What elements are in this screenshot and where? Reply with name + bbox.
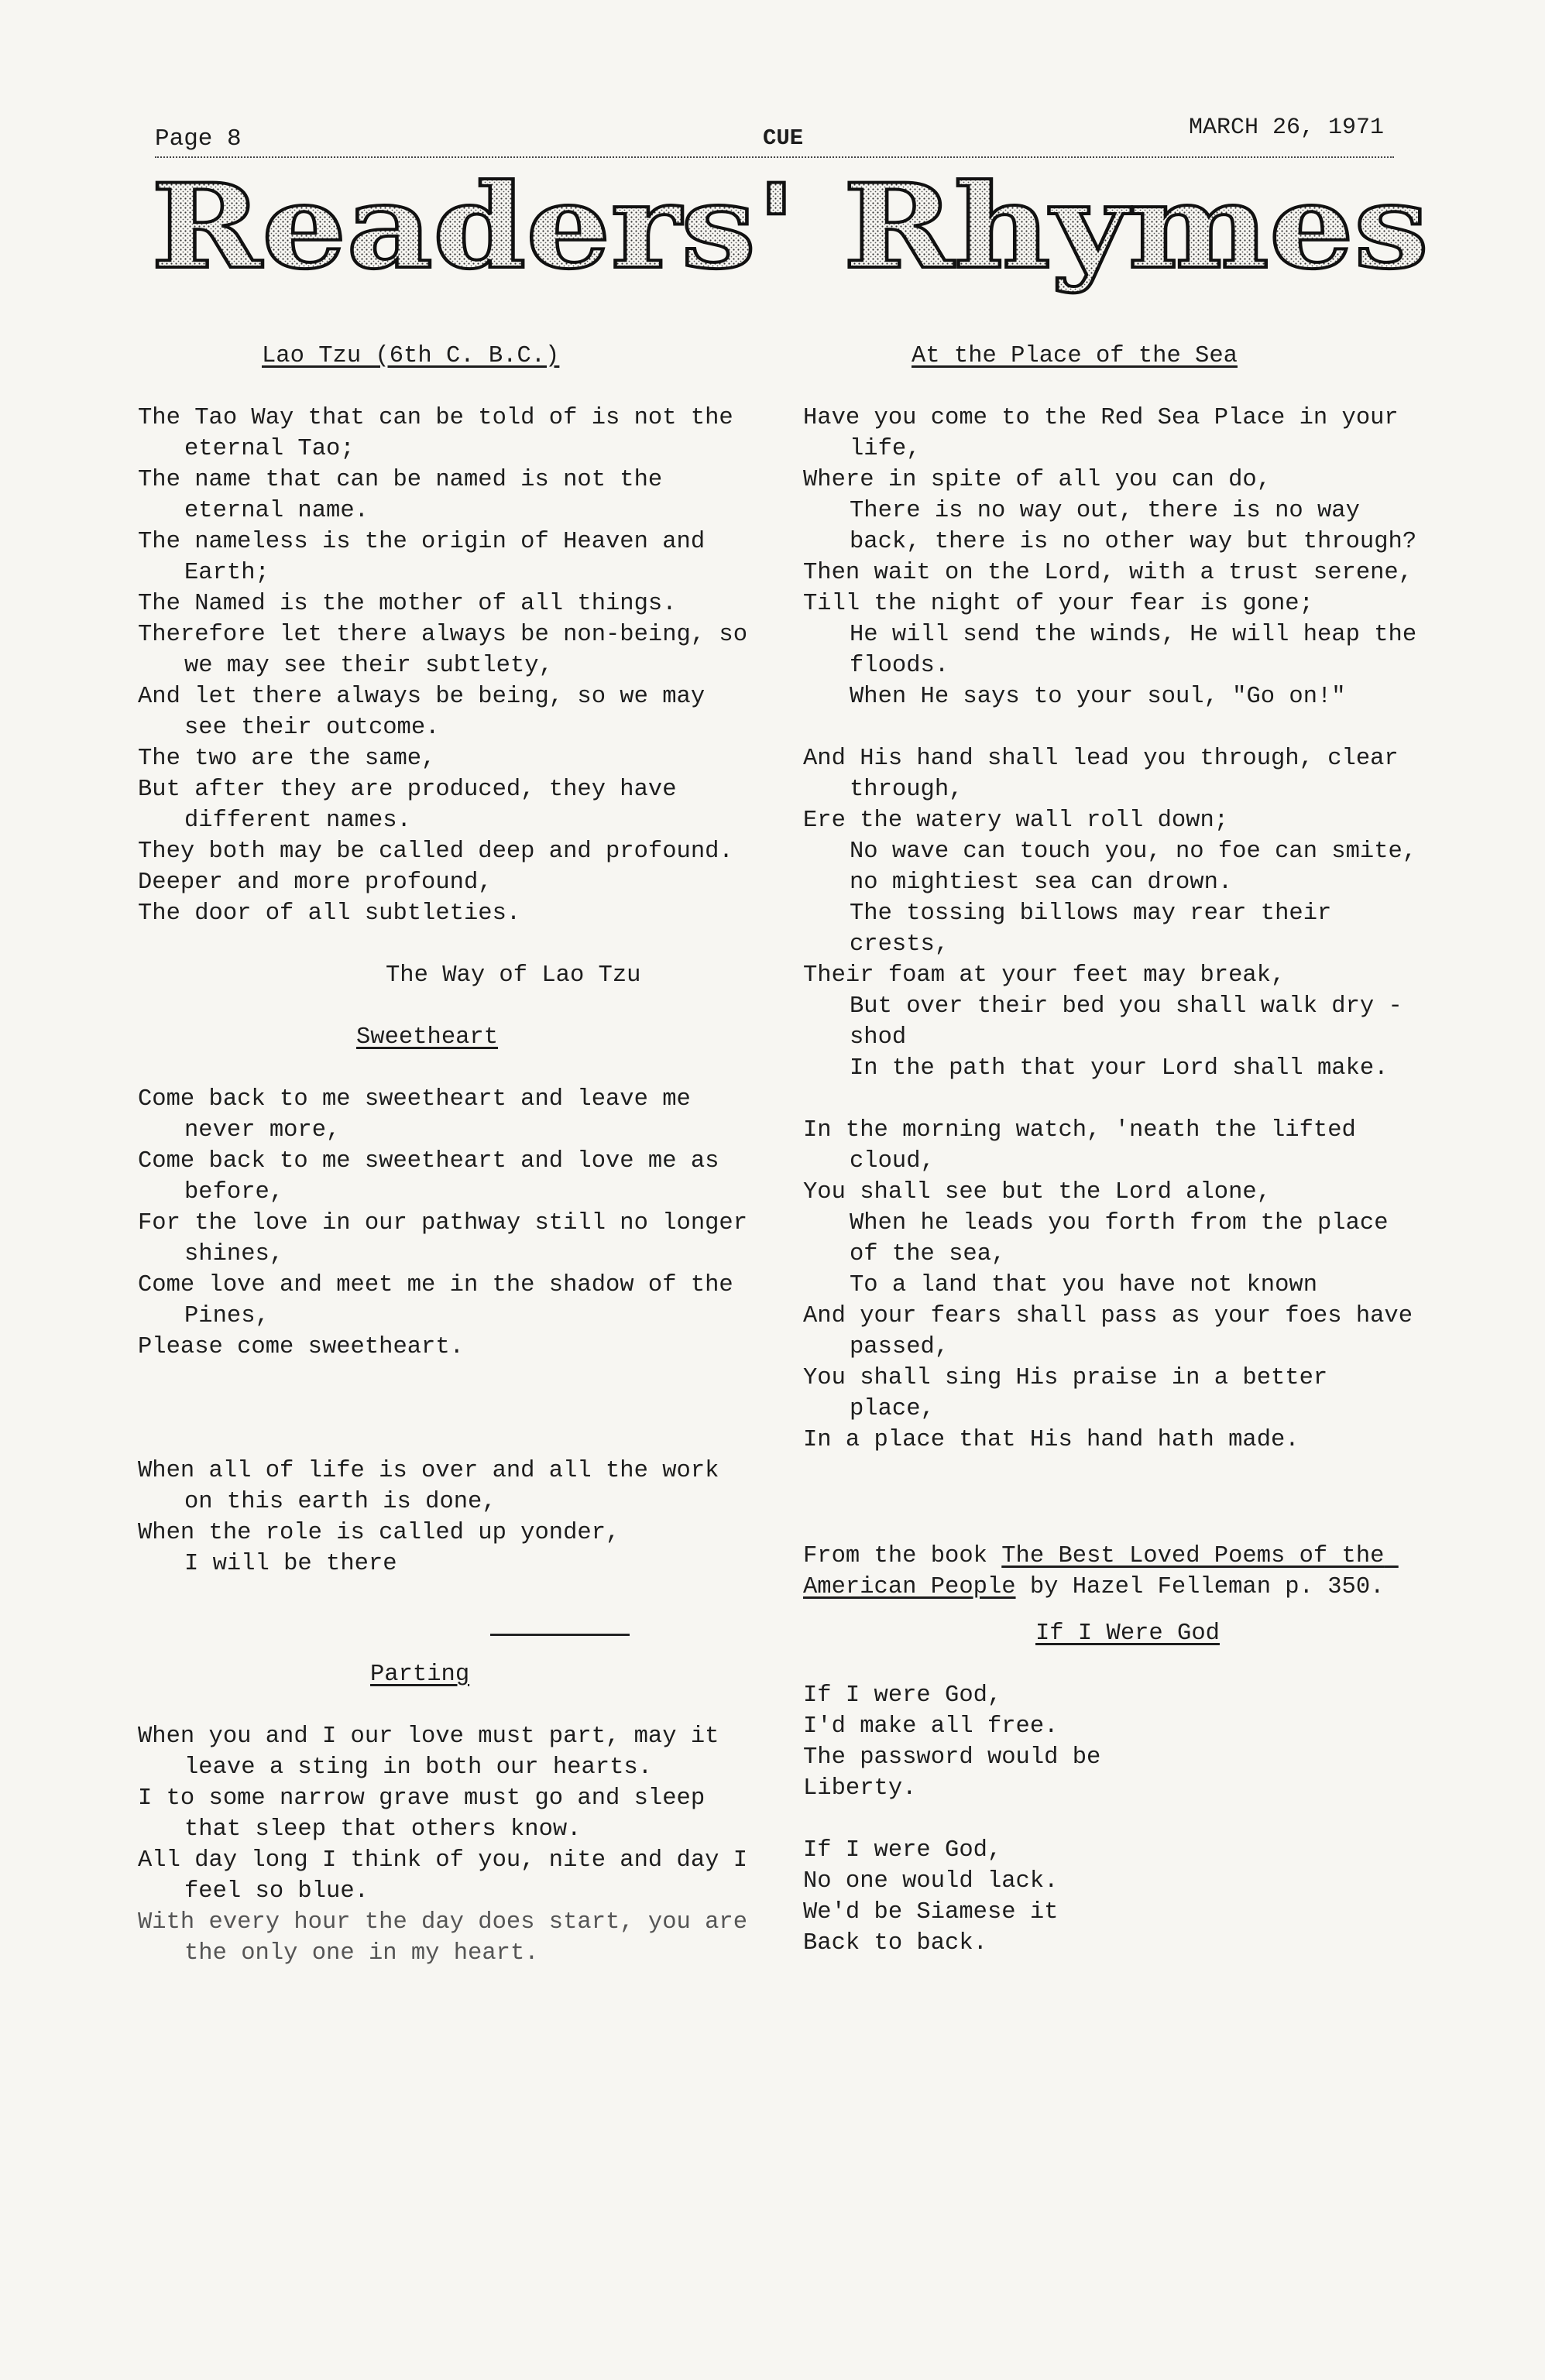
masthead-title: Readers' Rhymes xyxy=(151,159,1429,295)
parting-poem xyxy=(138,1721,762,1969)
sea-stanza-1 xyxy=(803,403,1431,712)
poem-line: And His hand shall lead you through, clear through, xyxy=(803,746,1413,803)
poem-line: You shall sing His praise in a better place, xyxy=(803,1365,1342,1422)
poem-line: When you and I our love must part, may it leave a sting in both our hearts. xyxy=(138,1723,733,1781)
page-number: Page 8 xyxy=(155,125,242,153)
sea-stanza-2 xyxy=(803,743,1431,1084)
poem-line: Come back to me sweetheart and leave me never more, xyxy=(138,1086,706,1144)
poem-line: Therefore let there always be non-being, so we may see their subtlety, xyxy=(138,622,762,679)
poem-line: But after they are produced, they have different names. xyxy=(138,777,691,834)
parting-title: Parting xyxy=(370,1662,470,1688)
sweetheart-poem xyxy=(138,1084,762,1363)
sweetheart-title: Sweetheart xyxy=(356,1024,499,1051)
poem-line: And let there always be being, so we may see their outcome. xyxy=(138,684,719,741)
poem-line: When he leads you forth from the place of the sea, xyxy=(850,1210,1403,1267)
lao-tzu-title: Lao Tzu (6th C. B.C.) xyxy=(262,343,560,369)
poem-line: When all of life is over and all the work on this earth is done, xyxy=(138,1458,733,1515)
poem-line: Deeper and more profound, xyxy=(138,869,493,896)
poem-line: If I were God, xyxy=(803,1682,1002,1709)
poem-line: I'd make all free. xyxy=(803,1713,1059,1740)
poem-line: The door of all subtleties. xyxy=(138,900,521,927)
poem-line: Till the night of your fear is gone; xyxy=(803,591,1313,617)
poem-line: If I were God, xyxy=(803,1837,1002,1864)
masthead xyxy=(124,151,1456,329)
poem-line: They both may be called deep and profound. xyxy=(138,838,733,865)
source-prefix: From the book xyxy=(803,1543,1002,1569)
poem-line: When the role is called up yonder, xyxy=(138,1520,620,1546)
poem-line: For the love in our pathway still no longer shines, xyxy=(138,1210,762,1267)
poem-line: Back to back. xyxy=(803,1930,987,1956)
poem-line: In a place that His hand hath made. xyxy=(803,1427,1300,1453)
poem-line: I to some narrow grave must go and sleep that sleep that others know. xyxy=(138,1785,719,1843)
poem-line: In the morning watch, 'neath the lifted cloud, xyxy=(803,1117,1371,1175)
sea-stanza-3 xyxy=(803,1115,1427,1456)
source-suffix: by Hazel Felleman p. 350. xyxy=(1015,1574,1385,1600)
poem-line: The tossing billows may rear their crests, xyxy=(850,900,1346,958)
masthead-title-art xyxy=(124,151,1456,329)
poem-line: But over their bed you shall walk dry - shod xyxy=(850,993,1417,1051)
poem-line: All day long I think of you, nite and day I feel so blue. xyxy=(138,1847,762,1905)
poem-line: Their foam at your feet may break, xyxy=(803,962,1286,989)
publication-name: CUE xyxy=(763,125,804,151)
poem-line: With every hour the day does start, you are the only one in my heart. xyxy=(138,1909,762,1967)
god-stanza-1 xyxy=(803,1680,1423,1804)
poem-line: Please come sweetheart. xyxy=(138,1334,464,1360)
poem-line: To a land that you have not known xyxy=(850,1272,1317,1298)
poem-line: The password would be xyxy=(803,1744,1101,1771)
lao-tzu-poem xyxy=(138,403,762,929)
poem-line: The Tao Way that can be told of is not the eternal Tao; xyxy=(138,405,748,462)
poem-line: You shall see but the Lord alone, xyxy=(803,1179,1271,1205)
god-stanza-2 xyxy=(803,1835,1423,1959)
poem-line: Ere the watery wall roll down; xyxy=(803,808,1229,834)
poem-line: Come love and meet me in the shadow of the Pines, xyxy=(138,1272,748,1329)
poem-line: And your fears shall pass as your foes have passed, xyxy=(803,1303,1427,1360)
poem-line: No wave can touch you, no foe can smite, no mightiest sea can drown. xyxy=(850,838,1431,896)
poem-line: Have you come to the Red Sea Place in your life, xyxy=(803,405,1413,462)
source-citation xyxy=(803,1541,1423,1603)
poem-line: Where in spite of all you can do, xyxy=(803,467,1271,493)
issue-date: MARCH 26, 1971 xyxy=(1189,115,1385,141)
poem-line: There is no way out, there is no way back, there is no other way but through? xyxy=(850,498,1417,555)
poem-line: No one would lack. xyxy=(803,1868,1059,1895)
poem-line: I will be there xyxy=(184,1551,397,1577)
sweetheart-stanza-2 xyxy=(138,1456,757,1579)
poem-line: Liberty. xyxy=(803,1775,917,1802)
left-column xyxy=(138,341,762,1969)
poem-line: The two are the same, xyxy=(138,746,436,772)
god-title: If I Were God xyxy=(1035,1620,1220,1647)
poem-line: The nameless is the origin of Heaven and Earth; xyxy=(138,529,719,586)
poem-line: Come back to me sweetheart and love me as before, xyxy=(138,1148,733,1205)
poem-line: Then wait on the Lord, with a trust serene, xyxy=(803,560,1413,586)
poem-line: When He says to your soul, "Go on!" xyxy=(850,684,1346,710)
poem-line: In the path that your Lord shall make. xyxy=(850,1055,1389,1082)
poem-line: The Named is the mother of all things. xyxy=(138,591,677,617)
poem-line: The name that can be named is not the eternal name. xyxy=(138,467,677,524)
lao-tzu-attribution: The Way of Lao Tzu xyxy=(386,962,641,989)
right-column xyxy=(803,341,1431,1959)
poem-line: We'd be Siamese it xyxy=(803,1899,1059,1926)
source-book-title: The Best Loved Poems of the American People xyxy=(803,1543,1399,1600)
poem-line: He will send the winds, He will heap the floods. xyxy=(850,622,1431,679)
sea-title: At the Place of the Sea xyxy=(912,343,1238,369)
